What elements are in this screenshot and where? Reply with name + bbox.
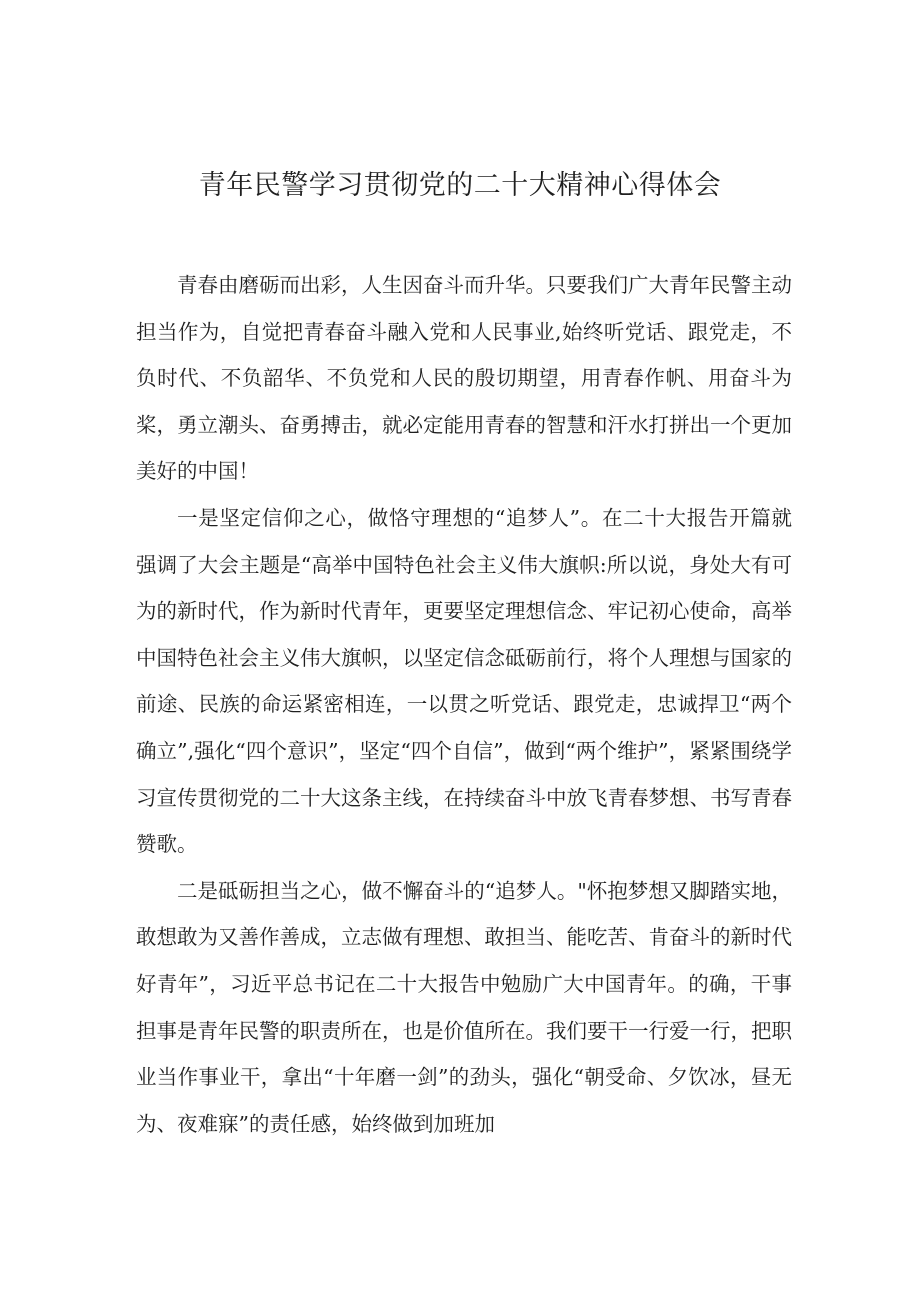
document-title: 青年民警学习贯彻党的二十大精神心得体会 [198,170,722,201]
paragraph-intro: 青春由磨砺而出彩，人生因奋斗而升华。只要我们广大青年民警主动担当作为，自觉把青春奋斗融入党和人民事业,始终听党话、跟党走，不负时代、不负韶华、不负党和人民的殷切期望，用青春作帆、用奋斗为桨，勇立潮头、奋勇搏击，就必定能用青春的智慧和汗水打拼出一个更加美好的中国！ [136,273,792,484]
document-body [136,262,792,1147]
paragraph-point-two: 二是砥砺担当之心，做不懈奋斗的“追梦人。"怀抱梦想又脚踏实地，敢想敢为又善作善成，立志做有理想、敢担当、能吃苦、肯奋斗的新时代好青年”，习近平总书记在二十大报告中勉励广大中国青年。的确，干事担事是青年民警的职责所在，也是价值所在。我们要干一行爱一行，把职业当作事业干，拿出“十年磨一剑”的劲头，强化“朝受命、夕饮冰，昼无为、夜难寐”的责任感，始终做到加班加 [136,878,792,1136]
paragraph-point-one: 一是坚定信仰之心，做恪守理想的“追梦人”。在二十大报告开篇就强调了大会主题是“高举中国特色社会主义伟大旗帜:所以说，身处大有可为的新时代，作为新时代青年，更要坚定理想信念、牢记初心使命，高举中国特色社会主义伟大旗帜，以坚定信念砥砺前行，将个人理想与国家的前途、民族的命运紧密相连，一以贯之听党话、跟党走，忠诚捍卫“两个确立”,强化“四个意识”，坚定“四个自信”，做到“两个维护”，紧紧围绕学习宣传贯彻党的二十大这条主线，在持续奋斗中放飞青春梦想、书写青春赞歌。 [136,505,792,857]
